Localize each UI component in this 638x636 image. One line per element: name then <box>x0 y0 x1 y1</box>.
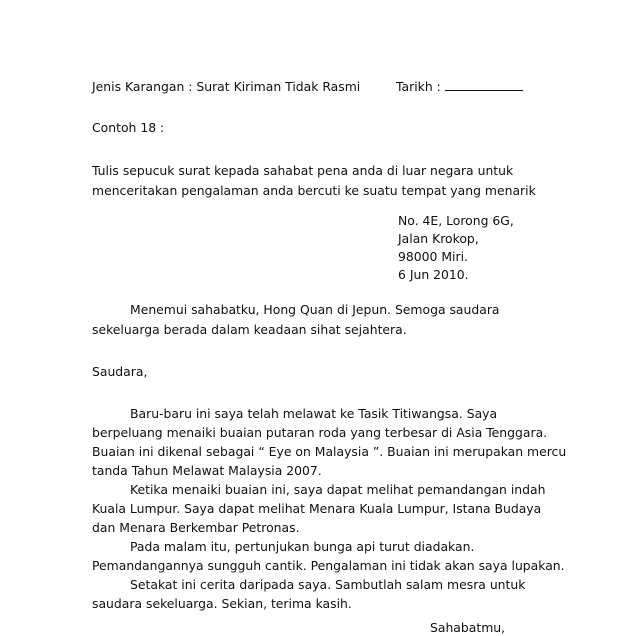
instruction-line-1: Tulis sepucuk surat kepada sahabat pena anda di luar negara untuk <box>92 163 514 178</box>
date-field <box>396 79 523 95</box>
closing: Sahabatmu, <box>430 620 506 635</box>
date-blank-line <box>445 80 523 91</box>
address-line-2: Jalan Krokop, <box>398 231 479 246</box>
body-line: Buaian ini dikenal sebagai “ Eye on Malaysia ”. Buaian ini merupakan mercu <box>92 444 567 459</box>
instruction-line-2: menceritakan pengalaman anda bercuti ke suatu tempat yang menarik <box>92 183 536 198</box>
letter-date: 6 Jun 2010. <box>398 267 469 282</box>
example-number: Contoh 18 : <box>92 120 165 135</box>
body-line: Baru-baru ini saya telah melawat ke Tasik Titiwangsa. Saya <box>130 406 498 421</box>
body-line: Pada malam itu, pertunjukan bunga api turut diadakan. <box>130 539 475 554</box>
body-line: Pemandangannya sungguh cantik. Pengalaman ini tidak akan saya lupakan. <box>92 558 565 573</box>
greeting-line-2: sekeluarga berada dalam keadaan sihat sejahtera. <box>92 322 407 337</box>
body-line: Kuala Lumpur. Saya dapat melihat Menara Kuala Lumpur, Istana Budaya <box>92 501 542 516</box>
date-field-label: Tarikh : <box>396 79 441 94</box>
address-line-3: 98000 Miri. <box>398 249 468 264</box>
essay-type-label: Jenis Karangan : Surat Kiriman Tidak Rasmi <box>92 79 361 94</box>
salutation: Saudara, <box>92 364 148 379</box>
body-line: tanda Tahun Melawat Malaysia 2007. <box>92 463 322 478</box>
address-line-1: No. 4E, Lorong 6G, <box>398 213 514 228</box>
body-line: Ketika menaiki buaian ini, saya dapat melihat pemandangan indah <box>130 482 546 497</box>
body-line: dan Menara Berkembar Petronas. <box>92 520 300 535</box>
greeting-line-1: Menemui sahabatku, Hong Quan di Jepun. Semoga saudara <box>130 302 500 317</box>
body-line: Setakat ini cerita daripada saya. Sambutlah salam mesra untuk <box>130 577 526 592</box>
body-line: saudara sekeluarga. Sekian, terima kasih. <box>92 596 352 611</box>
body-line: berpeluang menaiki buaian putaran roda yang terbesar di Asia Tenggara. <box>92 425 548 440</box>
